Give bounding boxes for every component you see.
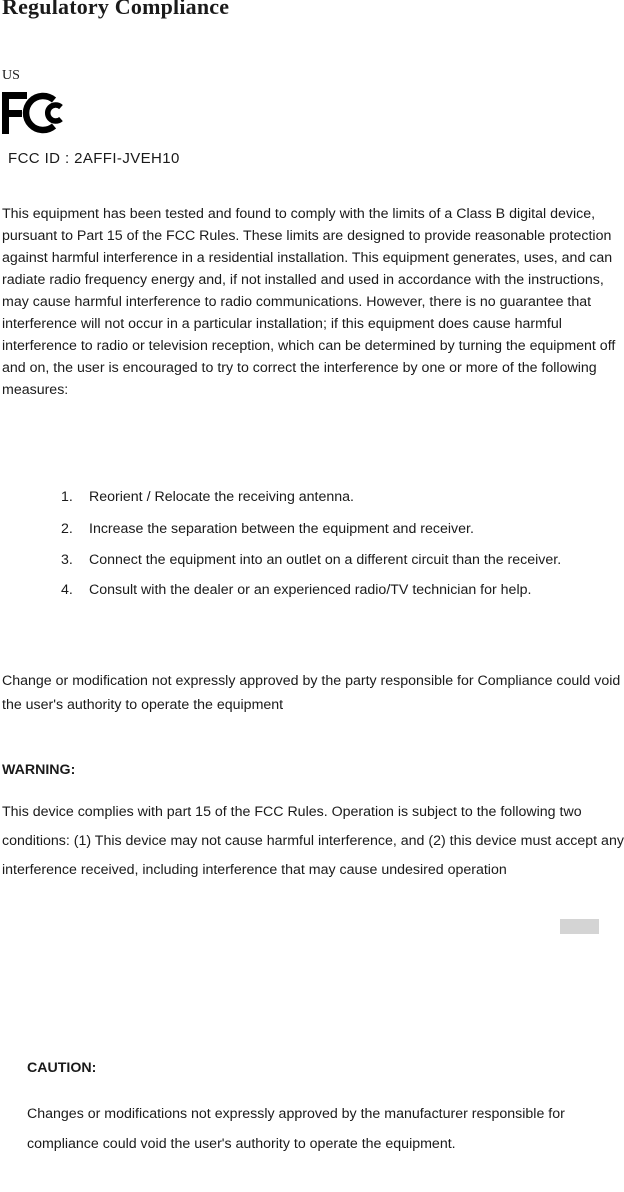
- list-item: [0, 548, 624, 573]
- list-item-text: Connect the equipment into an outlet on a different circuit than the receiver.: [89, 552, 562, 568]
- list-item-number: 3.: [61, 552, 73, 568]
- warning-text: This device complies with part 15 of the FCC Rules. Operation is subject to the following two conditions: (1) This device may not cause harmful interference, and (2) this device must accept any interference received, including interference that may cause undesired operation: [2, 804, 624, 878]
- list-item-text: Consult with the dealer or an experienced radio/TV technician for help.: [89, 582, 532, 598]
- measures-list: [0, 484, 624, 608]
- list-item-number: 4.: [61, 582, 73, 598]
- modification-paragraph: Change or modification not expressly approved by the party responsible for Compliance could void the user's authority to operate the equipment: [2, 673, 621, 713]
- list-item-number: 2.: [61, 521, 73, 537]
- list-item: [0, 578, 624, 603]
- list-item-number: 1.: [61, 489, 73, 505]
- fcc-logo-icon: [2, 90, 70, 136]
- fcc-id: FCC ID : 2AFFI-JVEH10: [8, 150, 180, 167]
- list-item: [0, 516, 624, 543]
- list-item-text: Reorient / Relocate the receiving antenna.: [89, 489, 354, 505]
- caution-text: Changes or modifications not expressly approved by the manufacturer responsible for compliance could void the user's authority to operate the equipment.: [27, 1106, 565, 1152]
- list-item-text: Increase the separation between the equipment and receiver.: [89, 521, 474, 537]
- region-label: US: [2, 68, 20, 83]
- page-title: Regulatory Compliance: [2, 0, 230, 19]
- list-item: [0, 484, 624, 511]
- caution-heading: CAUTION:: [27, 1060, 97, 1076]
- compliance-paragraph: This equipment has been tested and found to comply with the limits of a Class B digital device, pursuant to Part 15 of the FCC Rules. These limits are designed to provide reasonable protection against harmful interference in a residential installation. This equipment generates, uses, and can radiate radio frequency energy and, if not installed and used in accordance with the instructions, may cause harmful interference to radio communications. However, there is no guarantee that interference will not occur in a particular installation; if this equipment does cause harmful interference to radio or television reception, which can be determined by turning the equipment off and on, the user is encouraged to try to correct the interference by one or more of the following measures:: [2, 206, 616, 398]
- gray-placeholder-box: [560, 919, 599, 934]
- warning-heading: WARNING:: [2, 762, 76, 778]
